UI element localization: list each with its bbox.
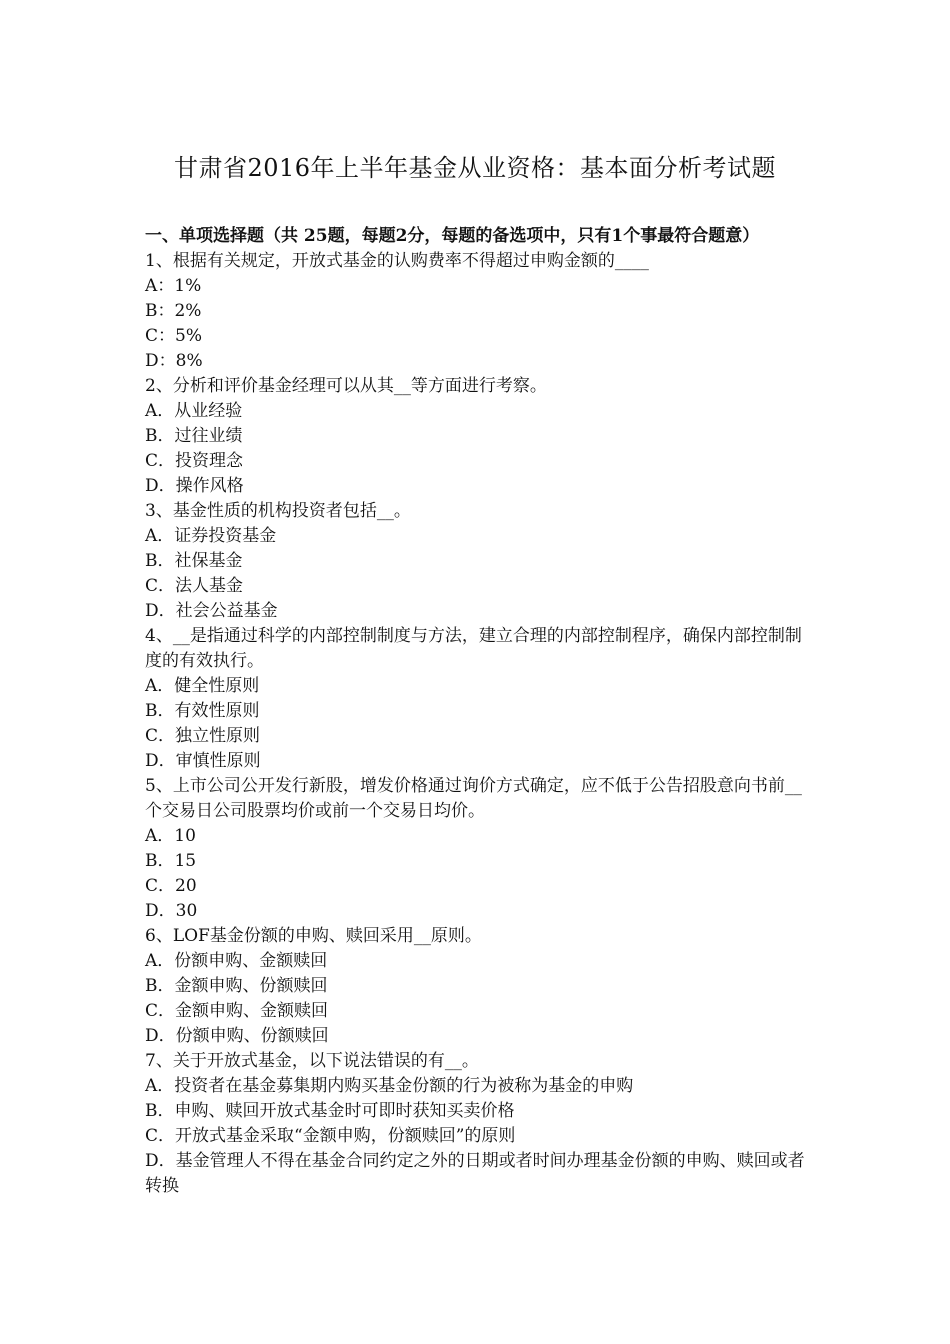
- option-c: C．20: [145, 876, 197, 896]
- option-d: D．审慎性原则: [145, 751, 261, 771]
- question-1: [145, 249, 815, 374]
- option-a: A．投资者在基金募集期内购买基金份额的行为被称为基金的申购: [145, 1076, 634, 1096]
- option-d: D．份额申购、份额赎回: [145, 1026, 329, 1046]
- option-d: D．基金管理人不得在基金合同约定之外的日期或者时间办理基金份额的申购、赎回或者转换: [145, 1151, 805, 1196]
- option-d: D．操作风格: [145, 476, 244, 496]
- question-6: [145, 924, 815, 1049]
- option-c: C．金额申购、金额赎回: [145, 1001, 329, 1021]
- question-4: [145, 624, 815, 774]
- option-b: B：2%: [145, 301, 202, 321]
- option-b: B．有效性原则: [145, 701, 260, 721]
- option-a: A．10: [145, 826, 196, 846]
- question-stem: 6、LOF基金份额的申购、赎回采用__原则。: [145, 926, 482, 946]
- option-a: A．证券投资基金: [145, 526, 277, 546]
- question-stem: 2、分析和评价基金经理可以从其__等方面进行考察。: [145, 376, 547, 396]
- question-stem: 7、关于开放式基金，以下说法错误的有__。: [145, 1051, 479, 1071]
- option-d: D．社会公益基金: [145, 601, 278, 621]
- option-c: C．法人基金: [145, 576, 244, 596]
- option-c: C．投资理念: [145, 451, 244, 471]
- document-title: 甘肃省2016年上半年基金从业资格：基本面分析考试题: [173, 154, 777, 182]
- option-b: B．社保基金: [145, 551, 243, 571]
- option-b: B．申购、赎回开放式基金时可即时获知买卖价格: [145, 1101, 515, 1121]
- question-3: [145, 499, 815, 624]
- option-a: A．份额申购、金额赎回: [145, 951, 328, 971]
- document-content: [145, 224, 815, 1199]
- question-stem: 4、__是指通过科学的内部控制制度与方法，建立合理的内部控制程序，确保内部控制制度的有效执行。: [145, 626, 802, 671]
- question-stem: 3、基金性质的机构投资者包括__。: [145, 501, 411, 521]
- question-2: [145, 374, 815, 499]
- option-b: B．金额申购、份额赎回: [145, 976, 328, 996]
- question-stem: 5、上市公司公开发行新股，增发价格通过询价方式确定，应不低于公告招股意向书前__个交易日公司股票均价或前一个交易日均价。: [145, 776, 802, 821]
- question-7: [145, 1049, 815, 1199]
- option-b: B．过往业绩: [145, 426, 243, 446]
- option-a: A．从业经验: [145, 401, 243, 421]
- question-5: [145, 774, 815, 924]
- option-d: D：8%: [145, 351, 203, 371]
- option-c: C：5%: [145, 326, 202, 346]
- question-stem: 1、根据有关规定，开放式基金的认购费率不得超过申购金额的____: [145, 251, 649, 271]
- option-c: C．开放式基金采取“金额申购，份额赎回”的原则: [145, 1126, 516, 1146]
- section-heading: 一、单项选择题（共 25题，每题2分，每题的备选项中，只有1个事最符合题意）: [145, 226, 760, 246]
- option-b: B．15: [145, 851, 197, 871]
- option-a: A．健全性原则: [145, 676, 260, 696]
- option-c: C．独立性原则: [145, 726, 261, 746]
- option-d: D．30: [145, 901, 198, 921]
- option-a: A：1%: [145, 276, 202, 296]
